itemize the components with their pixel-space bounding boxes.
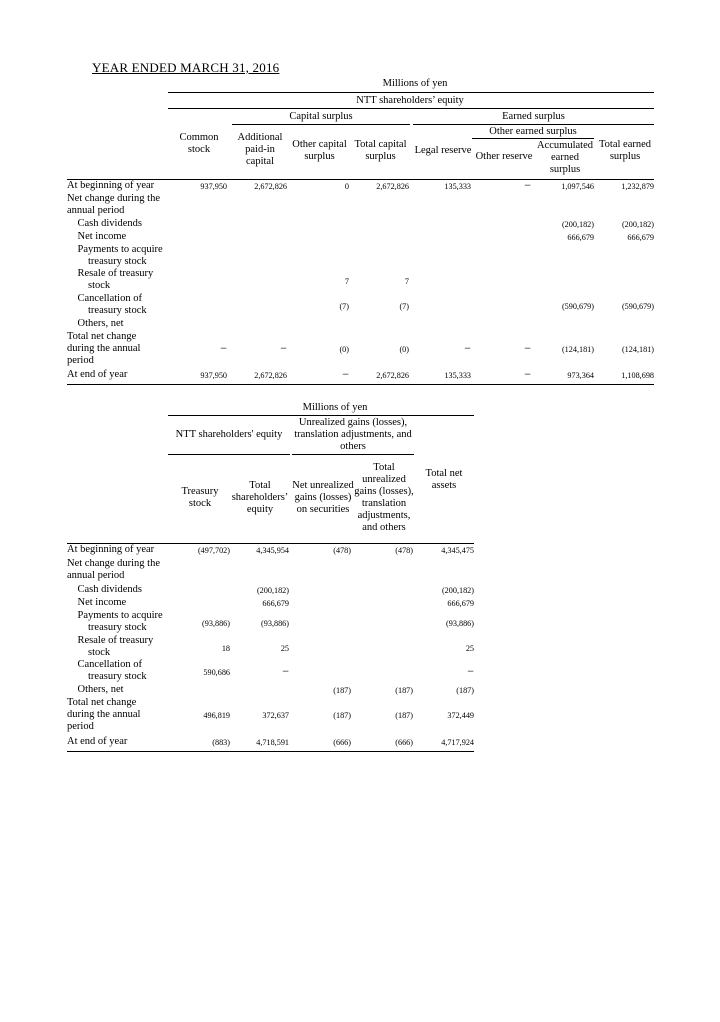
table-cell: − [282, 663, 289, 678]
table-cell: 7 [344, 276, 349, 286]
row-label [67, 369, 127, 381]
row-label [67, 684, 124, 696]
row-label-line: during the annual [67, 343, 141, 355]
row-label-line: Resale of treasury [67, 635, 154, 646]
table-cell: (93,886) [261, 618, 289, 628]
table-cell: (200,182) [256, 586, 289, 595]
table-cell: (187) [395, 711, 413, 721]
table-cell: 2,672,826 [254, 371, 287, 380]
table-cell: (666) [333, 738, 351, 747]
row-label [67, 218, 142, 230]
row-label-line: treasury stock [67, 305, 147, 317]
row-label-line: treasury stock [67, 622, 147, 634]
row-label-line: Payments to acquire [67, 610, 163, 621]
row-label-line: stock [67, 280, 111, 292]
row-label [67, 659, 147, 683]
table-cell: (7) [399, 301, 409, 311]
table-cell: 666,679 [627, 233, 654, 242]
divider [232, 124, 410, 125]
table-cell: (0) [339, 345, 349, 355]
col-header-other-reserve: Other reserve [475, 151, 533, 162]
col-header-total-earned-surplus: Total earned surplus [598, 139, 652, 162]
col-header-net-unrealized-gains: Net unrealized gains (losses) on securities [292, 480, 354, 515]
row-label-line: Cancellation of [67, 293, 142, 304]
row-label-line: stock [67, 647, 111, 659]
units-label: Millions of yen [382, 78, 448, 89]
row-label [67, 610, 163, 634]
table-cell: − [467, 663, 474, 678]
table-cell: 937,950 [200, 371, 227, 380]
table-cell: (7) [339, 301, 349, 311]
table-cell: 18 [221, 643, 230, 653]
table-cell: 496,819 [203, 711, 230, 721]
earned-surplus-header: Earned surplus [502, 111, 565, 122]
table-cell: (93,886) [446, 618, 474, 628]
row-label [67, 331, 140, 368]
row-label-line: At end of year [67, 736, 128, 747]
row-label-line: period [67, 721, 94, 733]
row-label [67, 293, 147, 317]
table-cell: 372,449 [447, 711, 474, 721]
table-cell: (200,182) [621, 220, 654, 229]
other-earned-surplus-header: Other earned surplus [489, 125, 577, 137]
divider [168, 454, 290, 455]
row-label [67, 180, 154, 192]
row-label-line: annual period [67, 205, 125, 217]
table-cell: (666) [395, 738, 413, 747]
table-cell: 666,679 [447, 599, 474, 608]
table-cell: (590,679) [621, 301, 654, 311]
table-cell: (93,886) [202, 618, 230, 628]
row-label [67, 544, 154, 556]
col-header-additional-paid-in-capital: Additional paid-in capital [237, 132, 283, 167]
table-cell: 4,345,475 [441, 546, 474, 555]
row-label-line: At end of year [67, 369, 128, 380]
col-header-common-stock: Common stock [179, 132, 219, 155]
header-bottom-rule [67, 179, 654, 180]
row-label-line: Others, net [67, 318, 124, 329]
row-label [67, 558, 160, 582]
row-label-line: Total net change [67, 331, 137, 342]
row-label-line: annual period [67, 570, 125, 582]
table-cell: 4,718,591 [256, 738, 289, 747]
row-label-line: Net income [67, 231, 127, 242]
row-label [67, 697, 140, 734]
col-header-treasury-stock: Treasury stock [181, 486, 219, 509]
col-header-total-net-assets: Total net assets [425, 468, 463, 491]
table-cell: (497,702) [197, 546, 230, 555]
table-cell: 666,679 [567, 233, 594, 242]
row-label-line: Others, net [67, 684, 124, 695]
group-header-shareholders-equity: NTT shareholders' equity [175, 429, 283, 440]
table-cell: 7 [404, 276, 409, 286]
table-cell: − [464, 341, 471, 356]
row-label-line: Net change during the [67, 558, 161, 569]
table-bottom-rule [67, 751, 474, 752]
table-cell: − [220, 341, 227, 356]
table-cell: 25 [465, 643, 474, 653]
row-label [67, 193, 160, 217]
row-label-line: period [67, 355, 94, 367]
row-label-line: At beginning of year [67, 544, 155, 555]
table-cell: (590,679) [561, 301, 594, 311]
row-label [67, 268, 153, 292]
col-header-accumulated-earned-surplus: Accumulated earned surplus [537, 140, 593, 175]
table-cell: (883) [212, 738, 230, 747]
capital-surplus-header: Capital surplus [289, 111, 353, 122]
row-label-line: Net income [67, 597, 127, 608]
table-cell: (187) [333, 686, 351, 695]
table-cell: (187) [333, 711, 351, 721]
table-cell: − [280, 341, 287, 356]
row-label [67, 584, 142, 596]
row-label [67, 635, 153, 659]
table-cell: 135,333 [444, 182, 471, 191]
col-header-legal-reserve: Legal reserve [414, 145, 472, 156]
row-label-line: Net change during the [67, 193, 161, 204]
row-label [67, 244, 163, 268]
table-cell: (0) [399, 345, 409, 355]
row-label-line: treasury stock [67, 256, 147, 268]
table-cell: (187) [456, 686, 474, 695]
table-cell: (200,182) [441, 586, 474, 595]
table-cell: (124,181) [621, 345, 654, 355]
col-header-total-unrealized-gains: Total unrealized gains (losses), translation adjustments, and others [354, 462, 414, 533]
table-cell: (478) [395, 546, 413, 555]
table-cell: 937,950 [200, 182, 227, 191]
row-label-line: treasury stock [67, 671, 147, 683]
table-cell: − [342, 367, 349, 381]
page-title: YEAR ENDED MARCH 31, 2016 [92, 60, 280, 75]
table-cell: 666,679 [262, 599, 289, 608]
divider [168, 92, 654, 93]
table-cell: 2,672,826 [254, 182, 287, 191]
table-cell: 4,717,924 [441, 738, 474, 747]
table-cell: (200,182) [561, 220, 594, 229]
row-label-line: during the annual [67, 709, 141, 721]
group-header-unrealized-gains: Unrealized gains (losses), translation adjustments, and others [294, 417, 412, 452]
table-cell: 2,672,826 [376, 182, 409, 191]
table-cell: 1,108,698 [621, 371, 654, 380]
row-label-line: Resale of treasury [67, 268, 154, 279]
col-header-total-shareholders-equity: Total shareholders’ equity [231, 480, 289, 515]
table-cell: (187) [395, 686, 413, 695]
row-label [67, 318, 124, 330]
table-cell: − [524, 367, 531, 381]
table-cell: − [524, 341, 531, 356]
table-cell: 4,345,954 [256, 546, 289, 555]
table-cell: 1,097,546 [561, 182, 594, 191]
row-label-line: At beginning of year [67, 180, 155, 191]
table-cell: 372,637 [262, 711, 289, 721]
units-label: Millions of yen [302, 402, 368, 413]
col-header-total-capital-surplus: Total capital surplus [354, 139, 407, 162]
group-header: NTT shareholders’ equity [356, 95, 464, 106]
table-cell: 973,364 [567, 371, 594, 380]
row-label-line: Total net change [67, 697, 137, 708]
table-cell: 0 [344, 182, 349, 191]
table-cell: 590,686 [203, 667, 230, 677]
table-cell: 25 [280, 643, 289, 653]
table-cell: 135,333 [444, 371, 471, 380]
row-label-line: Cancellation of [67, 659, 142, 670]
divider [168, 108, 654, 109]
row-label [67, 597, 126, 609]
col-header-other-capital-surplus: Other capital surplus [292, 139, 347, 162]
table-cell: (478) [333, 546, 351, 555]
row-label-line: Cash dividends [67, 584, 142, 595]
table-cell: (124,181) [561, 345, 594, 355]
row-label [67, 231, 126, 243]
table-bottom-rule [67, 384, 654, 385]
table-cell: 2,672,826 [376, 371, 409, 380]
row-label-line: Payments to acquire [67, 244, 163, 255]
row-label [67, 736, 127, 748]
table-cell: − [524, 178, 531, 192]
table-cell: 1,232,879 [621, 182, 654, 191]
row-label-line: Cash dividends [67, 218, 142, 229]
